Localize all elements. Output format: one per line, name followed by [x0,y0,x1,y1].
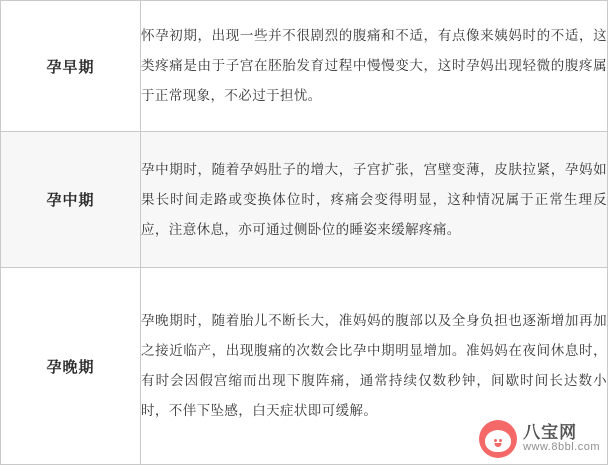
watermark-site-name: 八宝网 [523,423,578,443]
baby-face-logo-icon [479,420,517,458]
stage-description-middle-cell [141,132,608,268]
stage-description-late: 孕晚期时，随着胎儿不断长大，准妈妈的腹部以及全身负担也逐渐增加再加之接近临产，出现腹痛的次数会比孕中期明显增加。准妈妈在夜间休息时，有时会因假宫缩而出现下腹阵痛，通常持续仅数秒钟，间歇时间长达数小时，不伴下坠感，白天症状即可缓解。 [141,313,607,418]
stage-description-middle: 孕中期时，随着孕妈肚子的增大，子宫扩张，宫壁变薄，皮肤拉紧，孕妈如果长时间走路或变换体位时，疼痛会变得明显，这种情况属于正常生理反应，注意休息，亦可通过侧卧位的睡姿来缓解疼痛。 [141,161,607,237]
table-row [1,1,608,132]
stage-label-middle: 孕中期 [1,132,141,268]
watermark-site-url: www.8bbl.com [523,441,600,454]
stage-label-late: 孕晚期 [1,268,141,465]
stage-description-early: 怀孕初期，出现一些并不很剧烈的腹痛和不适，有点像来姨妈时的不适，这类疼痛是由于子宫在胚胎发育过程中慢慢变大，这时孕妈出现轻微的腹疼属于正常现象，不必过于担忧。 [141,28,607,103]
watermark [479,420,600,458]
table-row [1,132,608,268]
stage-label-early: 孕早期 [1,1,141,132]
watermark-text [523,424,600,453]
stage-description-early-cell [141,1,608,132]
